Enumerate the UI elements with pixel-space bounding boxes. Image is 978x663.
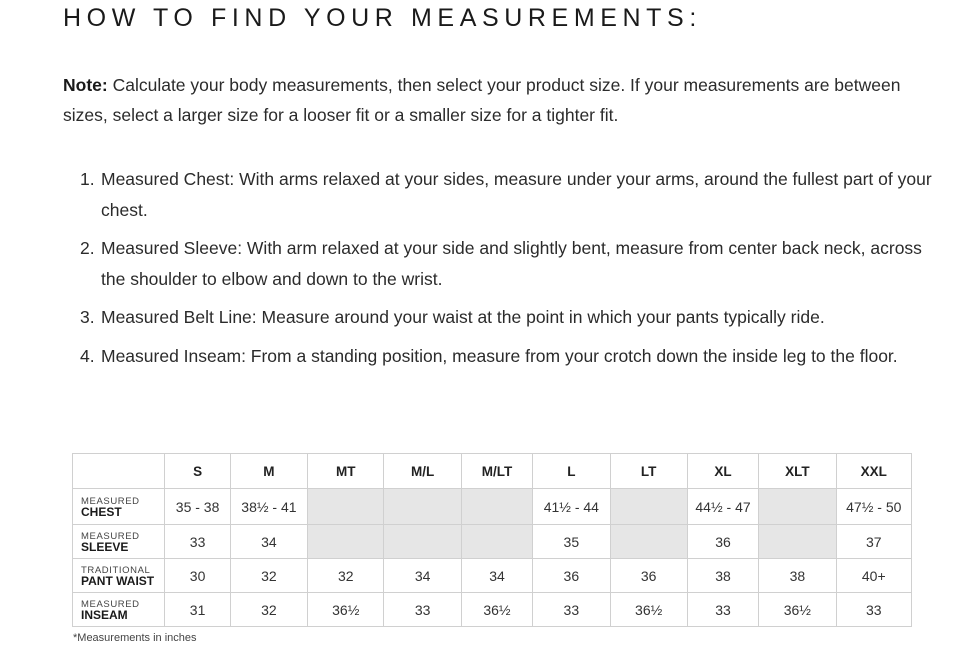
size-cell: 36 <box>533 559 610 593</box>
step-number: 2. <box>80 238 95 258</box>
table-row <box>73 593 912 627</box>
size-cell: 38½ - 41 <box>230 489 307 525</box>
step-number: 4. <box>80 345 95 366</box>
step-item <box>80 233 950 294</box>
size-cell <box>461 489 532 525</box>
size-cell: 44½ - 47 <box>687 489 758 525</box>
row-label <box>73 525 165 559</box>
size-cell: 30 <box>165 559 230 593</box>
size-cell <box>759 489 836 525</box>
size-cell: 34 <box>230 525 307 559</box>
size-cell: 36½ <box>759 593 836 627</box>
step-text: Measured Chest: With arms relaxed at your sides, measure under your arms, around the fullest part of your chest. <box>101 169 932 220</box>
row-label-prefix: MEASURED <box>81 598 140 610</box>
size-cell <box>610 489 687 525</box>
row-label-name: INSEAM <box>81 607 128 622</box>
step-item <box>80 164 950 225</box>
step-text: Measured Inseam: From a standing position, measure from your crotch down the inside leg to the floor. <box>101 345 898 366</box>
size-cell: 31 <box>165 593 230 627</box>
size-header: XLT <box>759 454 836 489</box>
size-cell: 32 <box>230 559 307 593</box>
size-cell: 36½ <box>461 593 532 627</box>
size-header: XXL <box>836 454 911 489</box>
size-header: XL <box>687 454 758 489</box>
size-cell <box>308 525 384 559</box>
size-cell: 32 <box>230 593 307 627</box>
step-item <box>80 341 950 372</box>
table-row <box>73 525 912 559</box>
footnote: *Measurements in inches <box>73 632 197 644</box>
corner-cell <box>73 454 165 489</box>
size-cell: 36½ <box>610 593 687 627</box>
size-cell: 36½ <box>308 593 384 627</box>
row-label-name: SLEEVE <box>81 539 129 554</box>
size-cell: 33 <box>836 593 911 627</box>
row-label-name: PANT WAIST <box>81 573 155 588</box>
size-cell <box>759 525 836 559</box>
size-header: M <box>230 454 307 489</box>
note-label: Note: <box>63 75 108 95</box>
step-item <box>80 302 950 333</box>
size-header: MT <box>308 454 384 489</box>
size-cell <box>384 489 461 525</box>
row-label-prefix: MEASURED <box>81 495 140 507</box>
row-label <box>73 489 165 525</box>
size-cell: 41½ - 44 <box>533 489 610 525</box>
size-cell: 47½ - 50 <box>836 489 911 525</box>
size-cell: 38 <box>687 559 758 593</box>
size-cell: 38 <box>759 559 836 593</box>
size-header: M/LT <box>461 454 532 489</box>
size-cell: 32 <box>308 559 384 593</box>
size-header: M/L <box>384 454 461 489</box>
size-cell: 33 <box>533 593 610 627</box>
size-chart-table <box>72 453 912 627</box>
size-header: LT <box>610 454 687 489</box>
size-cell: 36 <box>610 559 687 593</box>
size-cell: 34 <box>384 559 461 593</box>
row-label <box>73 559 165 593</box>
size-cell: 35 <box>533 525 610 559</box>
step-text: Measured Belt Line: Measure around your waist at the point in which your pants typically ride. <box>101 307 825 327</box>
size-cell <box>461 525 532 559</box>
measurement-steps <box>80 164 950 379</box>
step-number: 3. <box>80 307 95 327</box>
size-cell: 33 <box>384 593 461 627</box>
row-label-prefix: MEASURED <box>81 530 140 542</box>
row-label-name: CHEST <box>81 504 122 519</box>
size-cell: 36 <box>687 525 758 559</box>
row-label-prefix: TRADITIONAL <box>81 564 151 576</box>
size-cell: 34 <box>461 559 532 593</box>
step-number: 1. <box>80 169 95 189</box>
size-note <box>63 70 943 130</box>
size-cell <box>308 489 384 525</box>
size-header: L <box>533 454 610 489</box>
table-row <box>73 559 912 593</box>
size-cell: 33 <box>687 593 758 627</box>
size-cell <box>610 525 687 559</box>
row-label <box>73 593 165 627</box>
size-cell: 35 - 38 <box>165 489 230 525</box>
note-text: Calculate your body measurements, then select your product size. If your measurements are between sizes, select a larger size for a looser fit or a smaller size for a tighter fit. <box>63 75 901 125</box>
size-header: S <box>165 454 230 489</box>
size-cell: 40+ <box>836 559 911 593</box>
table-row <box>73 489 912 525</box>
step-text: Measured Sleeve: With arm relaxed at your side and slightly bent, measure from center back neck, across the shoulder to elbow and down to the wrist. <box>101 238 922 289</box>
size-cell: 33 <box>165 525 230 559</box>
size-cell: 37 <box>836 525 911 559</box>
page-heading: HOW TO FIND YOUR MEASUREMENTS: <box>63 4 702 32</box>
size-header-row <box>73 454 912 489</box>
size-cell <box>384 525 461 559</box>
